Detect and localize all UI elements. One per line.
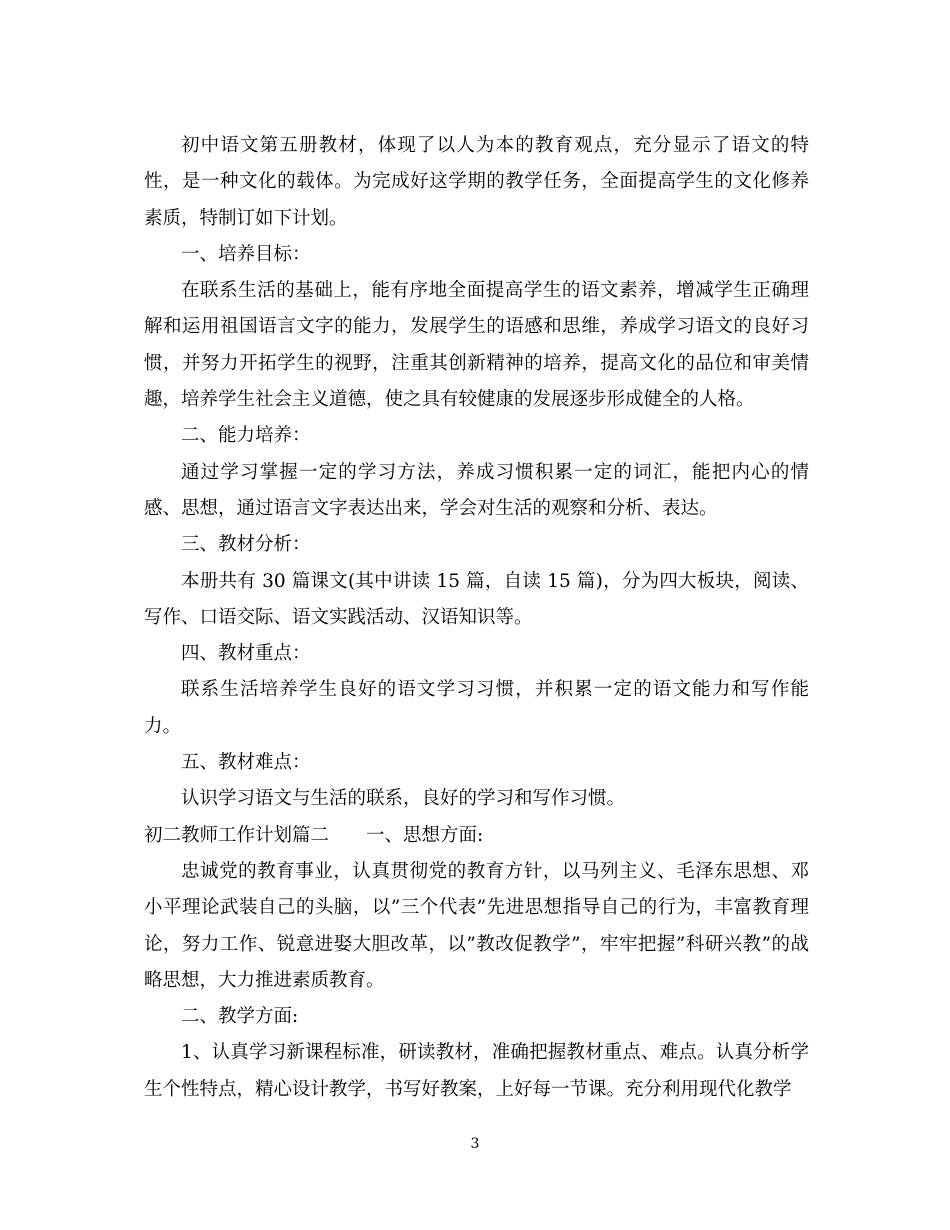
section-heading-training-goals: 一、培养目标： bbox=[181, 243, 311, 265]
key-points-paragraph: 联系生活培养学生良好的语文学习习惯，并积累一定的语文能力和写作能力。 bbox=[144, 679, 809, 737]
section-heading-key-points: 四、教材重点： bbox=[181, 643, 311, 665]
plan-two-title-line: 初二教师工作计划篇二 一、思想方面: bbox=[144, 824, 484, 846]
teaching-paragraph: 1、认真学习新课程标准，研读教材，准确把握教材重点、难点。认真分析学生个性特点，精心设计教学，书写好教案，上好每一节课。充分利用现代化教学 bbox=[144, 1042, 809, 1100]
section-heading-textbook-analysis: 三、教材分析： bbox=[181, 534, 311, 556]
section-heading-teaching: 二、教学方面: bbox=[181, 1006, 299, 1028]
section-heading-ability-training: 二、能力培养： bbox=[181, 425, 311, 447]
page-number: 3 bbox=[470, 1136, 480, 1152]
ability-training-paragraph: 通过学习掌握一定的学习方法，养成习惯积累一定的词汇，能把内心的情感、思想，通过语言文字表达出来，学会对生活的观察和分析、表达。 bbox=[144, 461, 809, 519]
difficulties-paragraph: 认识学习语文与生活的联系，良好的学习和写作习惯。 bbox=[181, 788, 626, 810]
intro-paragraph: 初中语文第五册教材，体现了以人为本的教育观点，充分显示了语文的特性，是一种文化的载体。为完成好这学期的教学任务，全面提高学生的文化修养素质，特制订如下计划。 bbox=[144, 135, 809, 229]
ideology-paragraph: 忠诚党的教育事业，认真贯彻党的教育方针，以马列主义、毛泽东思想、邓小平理论武装自己的头脑，以”三个代表”先进思想指导自己的行为，丰富教育理论，努力工作、锐意进娶大胆改革，以”教改促教学”，牢牢把握”科研兴教”的战略思想，大力推进素质教育。 bbox=[144, 860, 809, 991]
section-heading-difficulties: 五、教材难点： bbox=[181, 752, 311, 774]
textbook-analysis-paragraph: 本册共有 30 篇课文(其中讲读 15 篇，自读 15 篇)，分为四大板块，阅读、写作、口语交际、语文实践活动、汉语知识等。 bbox=[144, 570, 809, 628]
document-page bbox=[144, 128, 809, 1108]
training-goals-paragraph: 在联系生活的基础上，能有序地全面提高学生的语文素养，增减学生正确理解和运用祖国语言文字的能力，发展学生的语感和思维，养成学习语文的良好习惯，并努力开拓学生的视野，注重其创新精神的培养，提高文化的品位和审美情趣，培养学生社会主义道德，使之具有较健康的发展逐步形成健全的人格。 bbox=[144, 280, 809, 411]
